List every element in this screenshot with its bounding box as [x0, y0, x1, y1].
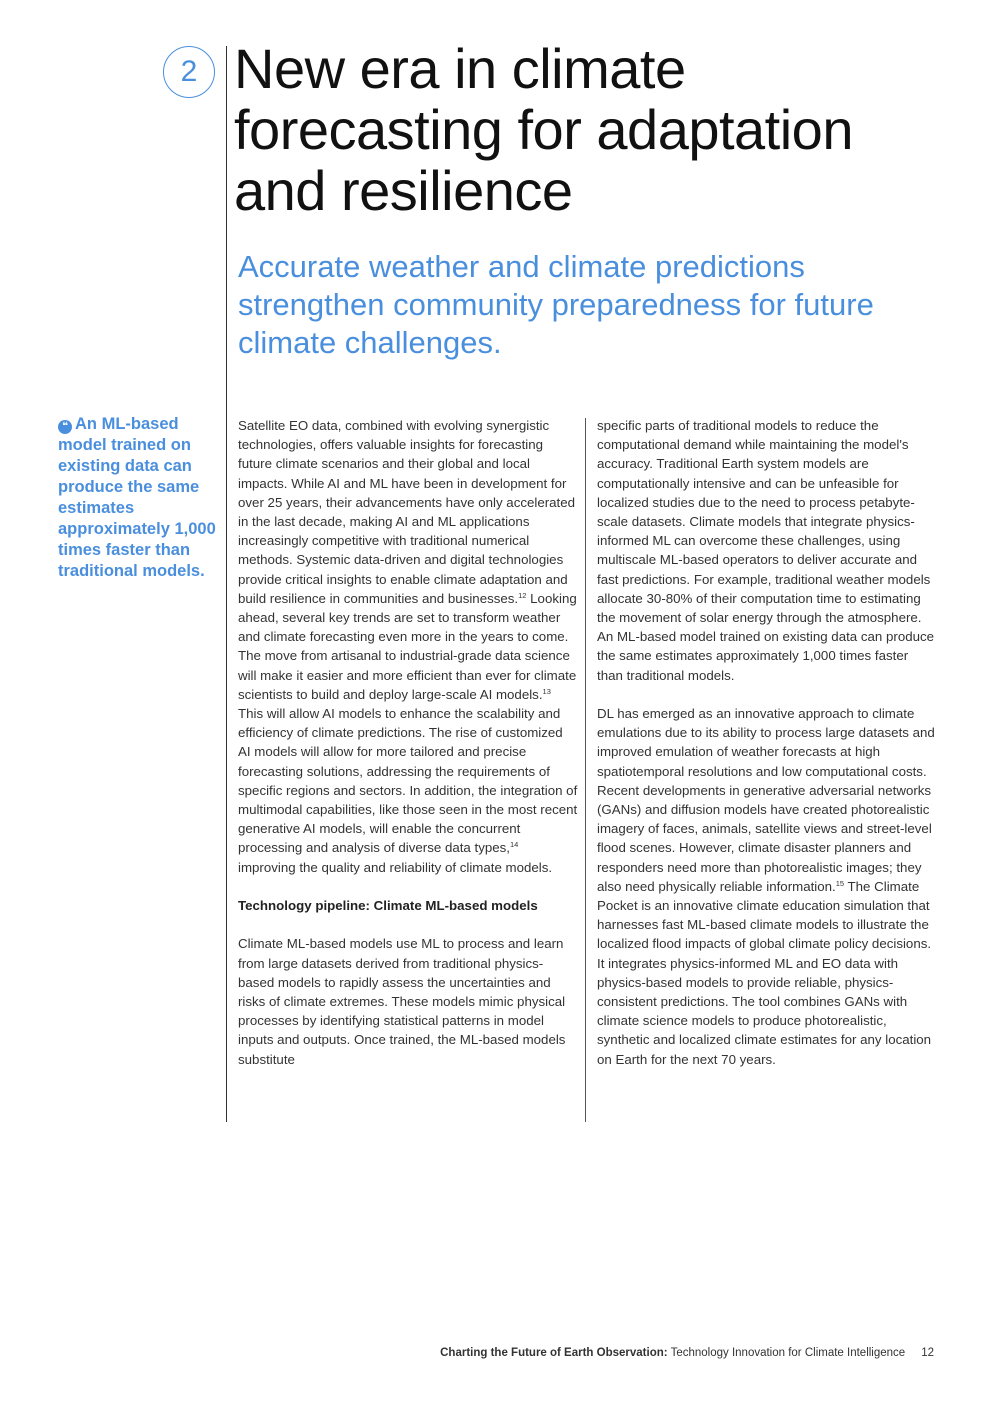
quote-icon: ❝: [58, 420, 72, 434]
page-number: 12: [921, 1347, 934, 1359]
body-text: This will allow AI models to enhance the scalability and efficiency of climate predictions. The rise of customized AI models will allow for more tailored and precise forecasting solutions, addressing the requirements of specific regions and sectors. In addition, the integration of multimodal capabilities, like those seen in the most recent generative AI models, will enable the concurrent processing and analysis of diverse data types,: [238, 706, 578, 856]
body-paragraph: specific parts of traditional models to reduce the computational demand while maintaining the model's accuracy. Traditional Earth system models are computationally intensive and can be unfeasible for localized studies due to the need to process petabyte-scale datasets. Climate models that integrate physics-informed ML can overcome these challenges, using multiscale ML-based operators to deliver accurate and fast predictions. For example, traditional weather models allocate 30-80% of their computation time to estimating the movement of solar energy through the atmosphere. An ML-based model trained on existing data can produce the same estimates approximately 1,000 times faster than traditional models.: [597, 418, 935, 683]
footer-publication: Charting the Future of Earth Observation:: [440, 1347, 668, 1359]
page-title: New era in climate forecasting for adaptation and resilience: [234, 37, 853, 222]
section-divider-line: [226, 46, 227, 1122]
footnote-ref[interactable]: 15: [835, 878, 845, 888]
body-paragraph: Climate ML-based models use ML to process and learn from large datasets derived from traditional physics-based models to rapidly assess the uncertainties and risks of climate extremes. These models mimic physical processes by identifying statistical patterns in model inputs and outputs. Once trained, the ML-based models substitute: [238, 936, 566, 1067]
section-heading: Technology pipeline: Climate ML-based models: [238, 898, 538, 914]
sidenote-text: An ML-based model trained on existing data can produce the same estimates approximately 1,000 times faster than traditional models.: [58, 415, 216, 580]
page-footer: [440, 1347, 934, 1359]
body-text: DL has emerged as an innovative approach to climate emulations due to its ability to process large datasets and improved emulation of weather forecasts at high spatiotemporal resolutions and low computational costs. Recent developments in generative adversarial networks (GANs) and diffusion models have created photorealistic imagery of faces, animals, satellite views and street-level flood scenes. However, climate disaster planners and responders need more than photorealistic images; they also need physically reliable information.: [597, 706, 935, 894]
body-paragraph: [597, 704, 937, 1069]
footnote-ref[interactable]: 12: [518, 590, 527, 600]
body-text: improving the quality and reliability of climate models.: [238, 859, 553, 875]
body-text: The Climate Pocket is an innovative climate education simulation that harnesses fast ML-based climate models to illustrate the localized flood impacts of global climate policy decisions. It integrates physics-informed ML and EO data with physics-based models to provide reliable, physics-consistent predictions. The tool combines GANs with climate science models to produce photorealistic, synthetic and localized climate estimates for any location on Earth for the next 70 years.: [597, 878, 932, 1067]
column-divider-line: [585, 418, 586, 1122]
body-text: Looking ahead, several key trends are set to transform weather and climate forecasting even more in the years to come. The move from artisanal to industrial-grade data science will make it easier and more efficient than ever for climate scientists to build and deploy large-scale AI models.: [238, 590, 577, 702]
body-column-right: [597, 416, 937, 1069]
body-text: Satellite EO data, combined with evolving synergistic technologies, offers valuable insights for forecasting future climate scenarios and their global and local impacts. While AI and ML have been in development for over 25 years, their advancements have only accelerated in the last decade, making AI and ML applications increasingly competitive with traditional numerical methods. Systemic data-driven and digital technologies provide critical insights to enable climate adaptation and build resilience in communities and businesses.: [238, 418, 576, 606]
page-subtitle: Accurate weather and climate predictions strengthen community preparedness for future climate challenges.: [238, 249, 874, 360]
body-paragraph: [238, 416, 578, 877]
chapter-number: 2: [180, 55, 198, 88]
chapter-number-badge: [163, 46, 215, 98]
pull-quote-sidenote: [58, 414, 218, 582]
footnote-ref[interactable]: 14: [510, 840, 519, 850]
footer-subtitle: Technology Innovation for Climate Intelligence: [667, 1347, 906, 1359]
body-column-left: [238, 416, 578, 1069]
footnote-ref[interactable]: 13: [542, 686, 551, 696]
